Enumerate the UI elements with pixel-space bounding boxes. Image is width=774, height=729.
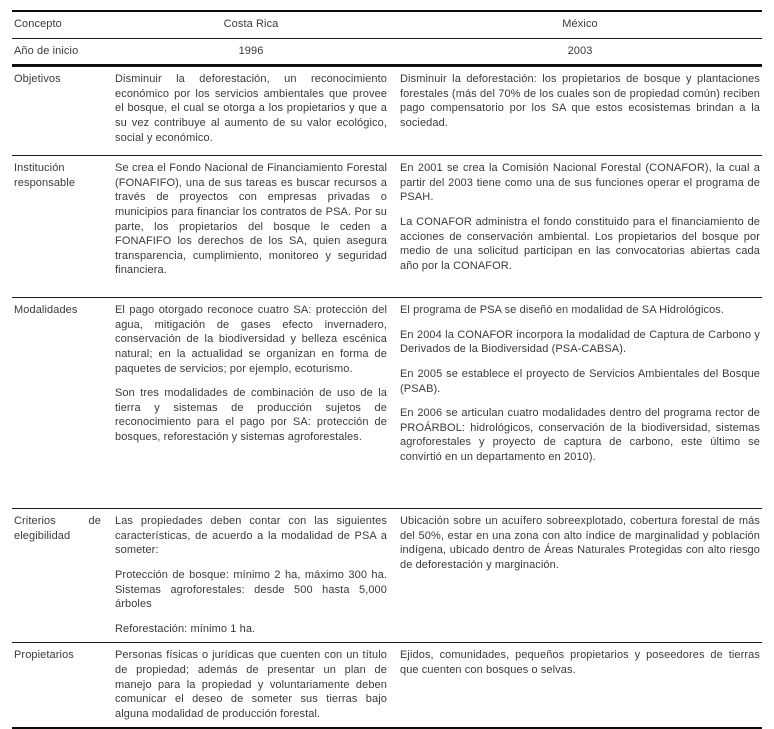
row-institucion-responsable xyxy=(12,155,762,297)
paragraph: El programa de PSA se diseñó en modalidad de SA Hidrológicos. xyxy=(400,304,725,317)
row-criterios-de-elegibilidad xyxy=(12,508,762,642)
paragraph: El pago otorgado reconoce cuatro SA: protección del agua, mitigación de gases efecto invernadero, conservación de la biodiversidad y belleza escénica natural; en la actualidad se organizan en forma de paquetes de servicios; por ejemplo, ecoturismo. xyxy=(115,304,387,375)
mexico-value: 2003 xyxy=(567,44,593,57)
header-costa-rica: Costa Rica xyxy=(223,18,279,30)
paragraph: En 2006 se articulan cuatro modalidades dentro del programa rector de PROÁRBOL: hidrológicos, conservación de la biodiversidad, sistemas agroforestales y proyecto de captura de carbono, este último se convirtió en un departamento en 2010). xyxy=(400,407,760,463)
paragraph: Ejidos, comunidades, pequeños propietarios y poseedores de tierras que cuenten con bosques o selvas. xyxy=(400,649,760,676)
mexico-cell xyxy=(400,509,762,642)
costa-rica-cell xyxy=(115,298,400,508)
paragraph: En 2001 se crea la Comisión Nacional Forestal (CONAFOR), la cual a partir del 2003 tiene como una de sus funciones operar el programa de PSAH. xyxy=(400,162,760,204)
costa-rica-cell xyxy=(115,67,400,155)
concept-label: Criterios de elegibilidad xyxy=(14,515,101,542)
concept-label: Año de inicio xyxy=(14,44,79,57)
comparison-table xyxy=(12,10,762,729)
mexico-cell xyxy=(400,67,762,155)
paragraph: Reforestación: mínimo 1 ha. xyxy=(115,622,256,635)
costa-rica-cell xyxy=(115,156,400,297)
paragraph: Las propiedades deben contar con las siguientes características, de acuerdo a la modalidad de PSA a someter: xyxy=(115,515,387,557)
mexico-cell xyxy=(400,643,762,727)
header-mexico: México xyxy=(562,18,598,30)
header-concepto: Concepto xyxy=(14,18,62,30)
paragraph: Se crea el Fondo Nacional de Financiamiento Forestal (FONAFIFO), una de sus tareas es buscar recursos a través de proyectos con empresas privadas o municipios para financiar los contratos de PSA. Por su parte, los propietarios del bosque le ceden a FONAFIFO los derechos de los SA, quien asegura transparencia, cumplimiento, monitoreo y seguridad financiera. xyxy=(115,162,387,277)
concept-label: Propietarios xyxy=(14,649,74,662)
concept-label: Objetivos xyxy=(14,73,61,86)
paragraph: Disminuir la deforestación, un reconocimiento económico por los servicios ambientales que provee el bosque, el cual se otorga a los propietarios y que a su vez contribuye al aumento de su valor ecológico, social y económico. xyxy=(115,73,387,144)
paragraph: Disminuir la deforestación: los propietarios de bosque y plantaciones forestales (más del 70% de los cuales son de propiedad común) reciben pago compensatorio por los SA que estos ecosistemas brindan a la sociedad. xyxy=(400,73,760,129)
paragraph: En 2005 se establece el proyecto de Servicios Ambientales del Bosque (PSAB). xyxy=(400,367,760,395)
mexico-cell xyxy=(400,156,762,297)
row-ano-de-inicio xyxy=(12,38,762,67)
row-objetivos xyxy=(12,66,762,155)
paragraph: Protección de bosque: mínimo 2 ha, máximo 300 ha. Sistemas agroforestales: desde 500 hasta 5,000 árboles xyxy=(115,568,387,611)
concept-label: Modalidades xyxy=(14,304,78,317)
row-modalidades xyxy=(12,297,762,508)
costa-rica-value: 1996 xyxy=(238,44,264,57)
concept-label: Institución responsable xyxy=(14,162,76,189)
paragraph: En 2004 la CONAFOR incorpora la modalidad de Captura de Carbono y Derivados de la Biodiversidad (PSA-CABSA). xyxy=(400,328,760,356)
paragraph: Ubicación sobre un acuífero sobreexplotado, cobertura forestal de más del 50%, estar en una zona con alto índice de marginalidad y población indígena, ubicado dentro de Áreas Naturales Protegidas con alto riesgo de deforestación y marginación. xyxy=(400,515,760,571)
mexico-cell xyxy=(400,298,762,508)
costa-rica-cell xyxy=(115,509,400,642)
costa-rica-cell xyxy=(115,643,400,727)
row-propietarios xyxy=(12,642,762,727)
paragraph: Son tres modalidades de combinación de uso de la tierra y sistemas de producción sujetos de reconocimiento para el pago por SA: protección de bosques, reforestación y sistemas agroforestales. xyxy=(115,387,387,443)
paragraph: La CONAFOR administra el fondo constituido para el financiamiento de acciones de conservación ambiental. Los propietarios del bosque por medio de una solicitud participan en las convocatorias abiertas cada año por la CONAFOR. xyxy=(400,215,760,272)
paragraph: Personas físicas o jurídicas que cuenten con un título de propiedad; además de presentar un plan de manejo para la propiedad y voluntariamente deben comunicar el deseo de someter sus tierras bajo alguna modalidad de producción forestal. xyxy=(115,649,387,720)
table-header-row xyxy=(12,12,762,38)
